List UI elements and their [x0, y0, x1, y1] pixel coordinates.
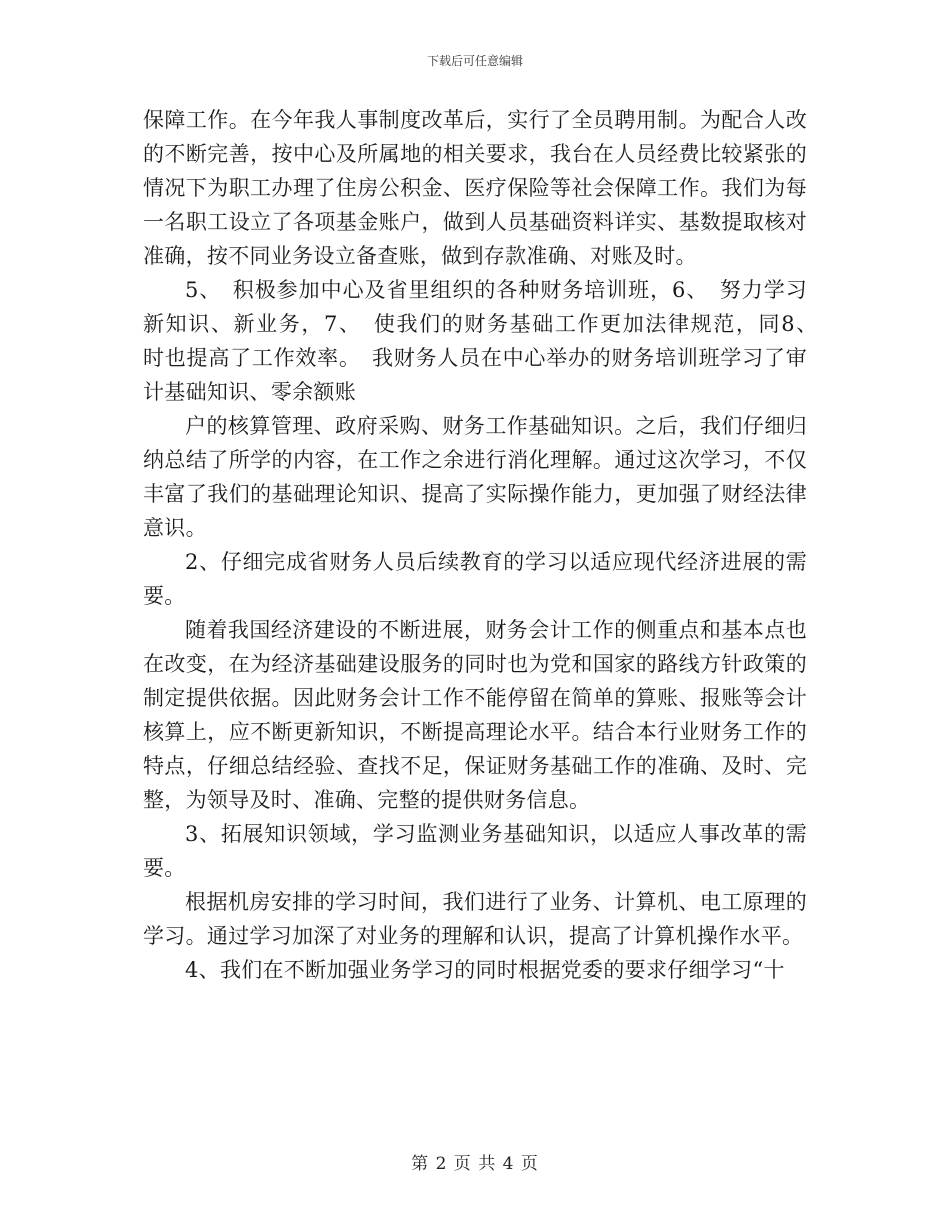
- paragraph-4: 2、仔细完成省财务人员后续教育的学习以适应现代经济进展的需要。: [143, 550, 807, 608]
- paragraph-1: 保障工作。在今年我人事制度改革后，实行了全员聘用制。为配合人改的不断完善，按中心及所属地的相关要求，我台在人员经费比较紧张的情况下为职工办理了住房公积金、医疗保险等社会保障工作。我们为每一名职工设立了各项基金账户，做到人员基础资料详实、基数提取核对准确，按不同业务设立备查账，做到存款准确、对账及时。: [143, 108, 807, 268]
- paragraph-7: 根据机房安排的学习时间，我们进行了业务、计算机、电工原理的学习。通过学习加深了对业务的理解和认识，提高了计算机操作水平。: [143, 890, 807, 948]
- page-header: 下载后可任意编辑: [426, 54, 523, 68]
- paragraph-2: 5、 积极参加中心及省里组织的各种财务培训班，6、 努力学习新知识、新业务，7、 使我们的财务基础工作更加法律规范，同8、 时也提高了工作效率。 我财务人员在中心举办的财务培训班学习了审计基础知识、零余额账: [143, 278, 829, 404]
- paragraph-5: 随着我国经济建设的不断进展，财务会计工作的侧重点和基本点也在改变，在为经济基础建设服务的同时也为党和国家的路线方针政策的制定提供依据。因此财务会计工作不能停留在简单的算账、报账等会计核算上，应不断更新知识，不断提高理论水平。结合本行业财务工作的特点，仔细总结经验、查找不足，保证财务基础工作的准确、及时、完整，为领导及时、准确、完整的提供财务信息。: [143, 618, 807, 812]
- document-body: [143, 103, 829, 987]
- paragraph-8: 4、我们在不断加强业务学习的同时根据党委的要求仔细学习“十: [185, 958, 785, 982]
- page-number: 第 2 页 共 4 页: [411, 1154, 539, 1174]
- paragraph-6: 3、拓展知识领域，学习监测业务基础知识，以适应人事改革的需要。: [143, 822, 807, 880]
- paragraph-3: 户的核算管理、政府采购、财务工作基础知识。之后，我们仔细归纳总结了所学的内容，在工作之余进行消化理解。通过这次学习，不仅丰富了我们的基础理论知识、提高了实际操作能力，更加强了财经法律意识。: [143, 414, 807, 540]
